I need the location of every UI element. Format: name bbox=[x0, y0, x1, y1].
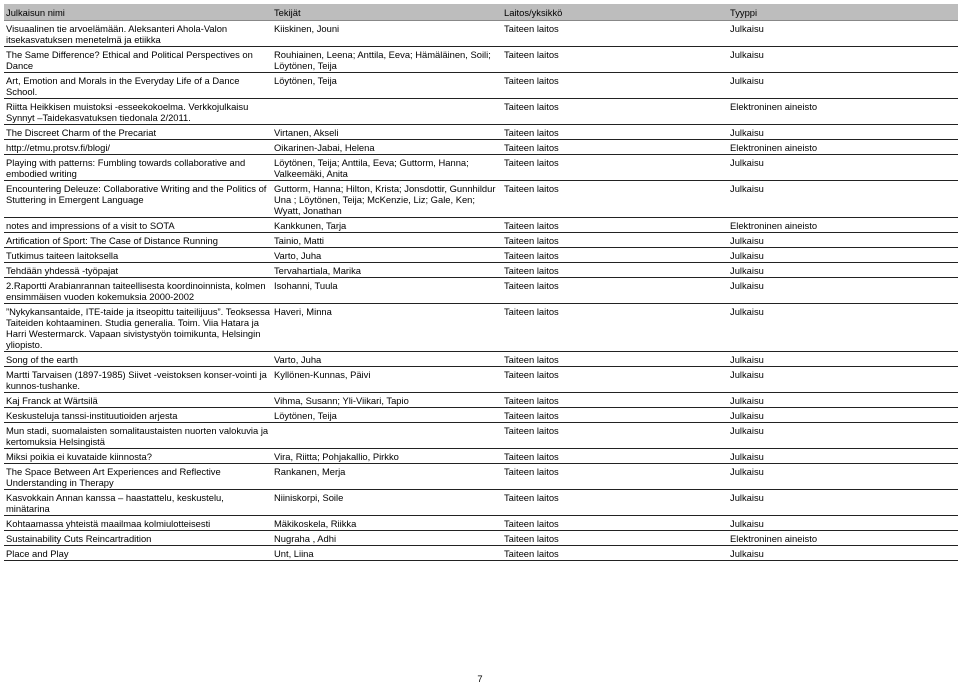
cell-title: Encountering Deleuze: Collaborative Writing and the Politics of Stuttering in Emergent Language bbox=[4, 181, 272, 218]
cell-title: Playing with patterns: Fumbling towards collaborative and embodied writing bbox=[4, 155, 272, 181]
cell-type: Julkaisu bbox=[728, 546, 958, 561]
cell-type: Julkaisu bbox=[728, 21, 958, 47]
header-type: Tyyppi bbox=[728, 4, 958, 21]
table-row bbox=[4, 233, 958, 248]
cell-department: Taiteen laitos bbox=[502, 73, 728, 99]
cell-title: Place and Play bbox=[4, 546, 272, 561]
cell-authors: Nugraha , Adhi bbox=[272, 531, 502, 546]
cell-department: Taiteen laitos bbox=[502, 21, 728, 47]
cell-department: Taiteen laitos bbox=[502, 233, 728, 248]
cell-authors: Löytönen, Teija bbox=[272, 408, 502, 423]
cell-title: The Same Difference? Ethical and Political Perspectives on Dance bbox=[4, 47, 272, 73]
cell-department: Taiteen laitos bbox=[502, 47, 728, 73]
table-row bbox=[4, 449, 958, 464]
table-row bbox=[4, 125, 958, 140]
table-body bbox=[4, 21, 958, 561]
cell-authors: Löytönen, Teija; Anttila, Eeva; Guttorm, Hanna; Valkeemäki, Anita bbox=[272, 155, 502, 181]
cell-department: Taiteen laitos bbox=[502, 546, 728, 561]
cell-title: Art, Emotion and Morals in the Everyday Life of a Dance School. bbox=[4, 73, 272, 99]
cell-type: Julkaisu bbox=[728, 516, 958, 531]
table-row bbox=[4, 304, 958, 352]
cell-department: Taiteen laitos bbox=[502, 464, 728, 490]
table-row bbox=[4, 367, 958, 393]
cell-type: Julkaisu bbox=[728, 449, 958, 464]
table-header-row bbox=[4, 4, 958, 21]
table-row bbox=[4, 218, 958, 233]
table-row bbox=[4, 140, 958, 155]
table-row bbox=[4, 278, 958, 304]
cell-title: Kasvokkain Annan kanssa – haastattelu, keskustelu, minätarina bbox=[4, 490, 272, 516]
cell-department: Taiteen laitos bbox=[502, 393, 728, 408]
cell-department: Taiteen laitos bbox=[502, 408, 728, 423]
cell-department: Taiteen laitos bbox=[502, 531, 728, 546]
cell-type: Elektroninen aineisto bbox=[728, 140, 958, 155]
cell-authors: Isohanni, Tuula bbox=[272, 278, 502, 304]
cell-authors: Tervahartiala, Marika bbox=[272, 263, 502, 278]
cell-title: The Space Between Art Experiences and Reflective Understanding in Therapy bbox=[4, 464, 272, 490]
cell-type: Julkaisu bbox=[728, 181, 958, 218]
cell-title: Sustainability Cuts Reincartradition bbox=[4, 531, 272, 546]
cell-department: Taiteen laitos bbox=[502, 218, 728, 233]
header-authors: Tekijät bbox=[272, 4, 502, 21]
cell-department: Taiteen laitos bbox=[502, 490, 728, 516]
page-number: 7 bbox=[477, 673, 483, 684]
cell-department: Taiteen laitos bbox=[502, 248, 728, 263]
cell-type: Julkaisu bbox=[728, 47, 958, 73]
cell-authors: Virtanen, Akseli bbox=[272, 125, 502, 140]
cell-authors: Kankkunen, Tarja bbox=[272, 218, 502, 233]
cell-department: Taiteen laitos bbox=[502, 304, 728, 352]
table-row bbox=[4, 99, 958, 125]
table-row bbox=[4, 516, 958, 531]
table-row bbox=[4, 21, 958, 47]
cell-authors: Rouhiainen, Leena; Anttila, Eeva; Hämäläinen, Soili; Löytönen, Teija bbox=[272, 47, 502, 73]
cell-title: Visuaalinen tie arvoelämään. Aleksanteri Ahola-Valon itsekasvatuksen menetelmä ja etiikka bbox=[4, 21, 272, 47]
cell-title: Martti Tarvaisen (1897-1985) Siivet -veistoksen konser-vointi ja kunnos-tushanke. bbox=[4, 367, 272, 393]
cell-department: Taiteen laitos bbox=[502, 140, 728, 155]
cell-type: Julkaisu bbox=[728, 278, 958, 304]
cell-title: Kaj Franck at Wärtsilä bbox=[4, 393, 272, 408]
table-row bbox=[4, 248, 958, 263]
cell-title: Mun stadi, suomalaisten somalitaustaisten nuorten valokuvia ja kertomuksia Helsingistä bbox=[4, 423, 272, 449]
table-row bbox=[4, 181, 958, 218]
table-row bbox=[4, 423, 958, 449]
table-row bbox=[4, 73, 958, 99]
cell-title: Kohtaamassa yhteistä maailmaa kolmiulotteisesti bbox=[4, 516, 272, 531]
table-row bbox=[4, 531, 958, 546]
cell-title: http://etmu.protsv.fi/blogi/ bbox=[4, 140, 272, 155]
table-row bbox=[4, 155, 958, 181]
cell-authors: Unt, Liina bbox=[272, 546, 502, 561]
cell-authors: Niiniskorpi, Soile bbox=[272, 490, 502, 516]
cell-authors: Tainio, Matti bbox=[272, 233, 502, 248]
cell-title: Miksi poikia ei kuvataide kiinnosta? bbox=[4, 449, 272, 464]
cell-title: Tutkimus taiteen laitoksella bbox=[4, 248, 272, 263]
cell-authors: Vira, Riitta; Pohjakallio, Pirkko bbox=[272, 449, 502, 464]
publications-table bbox=[4, 4, 958, 561]
cell-authors: Rankanen, Merja bbox=[272, 464, 502, 490]
cell-department: Taiteen laitos bbox=[502, 367, 728, 393]
cell-department: Taiteen laitos bbox=[502, 181, 728, 218]
cell-department: Taiteen laitos bbox=[502, 99, 728, 125]
cell-authors: Kyllönen-Kunnas, Päivi bbox=[272, 367, 502, 393]
cell-title: Keskusteluja tanssi-instituutioiden arjesta bbox=[4, 408, 272, 423]
cell-authors: Oikarinen-Jabai, Helena bbox=[272, 140, 502, 155]
table-row bbox=[4, 546, 958, 561]
table-row bbox=[4, 464, 958, 490]
cell-authors: Kiiskinen, Jouni bbox=[272, 21, 502, 47]
cell-authors bbox=[272, 423, 502, 449]
table-row bbox=[4, 490, 958, 516]
cell-type: Julkaisu bbox=[728, 125, 958, 140]
cell-type: Julkaisu bbox=[728, 464, 958, 490]
cell-type: Elektroninen aineisto bbox=[728, 218, 958, 233]
cell-title: Riitta Heikkisen muistoksi -esseekokoelma. Verkkojulkaisu Synnyt –Taidekasvatuksen tiedonala 2/2011. bbox=[4, 99, 272, 125]
table-row bbox=[4, 263, 958, 278]
cell-department: Taiteen laitos bbox=[502, 278, 728, 304]
cell-department: Taiteen laitos bbox=[502, 155, 728, 181]
cell-authors: Guttorm, Hanna; Hilton, Krista; Jonsdottir, Gunnhildur Una ; Löytönen, Teija; McKenzie, Liz; Gale, Ken; Wyatt, Jonathan bbox=[272, 181, 502, 218]
cell-authors: Haveri, Minna bbox=[272, 304, 502, 352]
cell-authors: Vihma, Susann; Yli-Viikari, Tapio bbox=[272, 393, 502, 408]
cell-authors bbox=[272, 99, 502, 125]
cell-title: Artification of Sport: The Case of Distance Running bbox=[4, 233, 272, 248]
cell-type: Julkaisu bbox=[728, 367, 958, 393]
cell-type: Julkaisu bbox=[728, 423, 958, 449]
cell-department: Taiteen laitos bbox=[502, 352, 728, 367]
table-row bbox=[4, 47, 958, 73]
cell-authors: Löytönen, Teija bbox=[272, 73, 502, 99]
cell-type: Julkaisu bbox=[728, 73, 958, 99]
cell-type: Julkaisu bbox=[728, 248, 958, 263]
table-row bbox=[4, 408, 958, 423]
cell-title: notes and impressions of a visit to SOTA bbox=[4, 218, 272, 233]
table-row bbox=[4, 352, 958, 367]
cell-department: Taiteen laitos bbox=[502, 423, 728, 449]
header-department: Laitos/yksikkö bbox=[502, 4, 728, 21]
cell-type: Elektroninen aineisto bbox=[728, 531, 958, 546]
cell-title: 2.Raportti Arabianrannan taiteellisesta koordinoinnista, kolmen ensimmäisen vuoden kokemuksia 2000-2002 bbox=[4, 278, 272, 304]
cell-type: Julkaisu bbox=[728, 490, 958, 516]
cell-type: Julkaisu bbox=[728, 155, 958, 181]
table-row bbox=[4, 393, 958, 408]
cell-title: ”Nykykansantaide, ITE-taide ja itseopittu taiteilijuus”. Teoksessa Taiteiden kohtaaminen. Studia generalia. Toim. Viia Hatara ja Harri Westermarck. Vapaan sivistystyön toimikunta, Helsingin yliopisto. bbox=[4, 304, 272, 352]
cell-type: Julkaisu bbox=[728, 393, 958, 408]
cell-type: Julkaisu bbox=[728, 304, 958, 352]
header-title: Julkaisun nimi bbox=[4, 4, 272, 21]
cell-type: Julkaisu bbox=[728, 233, 958, 248]
cell-type: Julkaisu bbox=[728, 408, 958, 423]
cell-authors: Varto, Juha bbox=[272, 248, 502, 263]
cell-type: Elektroninen aineisto bbox=[728, 99, 958, 125]
cell-title: The Discreet Charm of the Precariat bbox=[4, 125, 272, 140]
cell-authors: Mäkikoskela, Riikka bbox=[272, 516, 502, 531]
cell-department: Taiteen laitos bbox=[502, 263, 728, 278]
cell-title: Song of the earth bbox=[4, 352, 272, 367]
cell-type: Julkaisu bbox=[728, 263, 958, 278]
cell-department: Taiteen laitos bbox=[502, 516, 728, 531]
cell-type: Julkaisu bbox=[728, 352, 958, 367]
cell-authors: Varto, Juha bbox=[272, 352, 502, 367]
cell-department: Taiteen laitos bbox=[502, 449, 728, 464]
cell-department: Taiteen laitos bbox=[502, 125, 728, 140]
cell-title: Tehdään yhdessä -työpajat bbox=[4, 263, 272, 278]
